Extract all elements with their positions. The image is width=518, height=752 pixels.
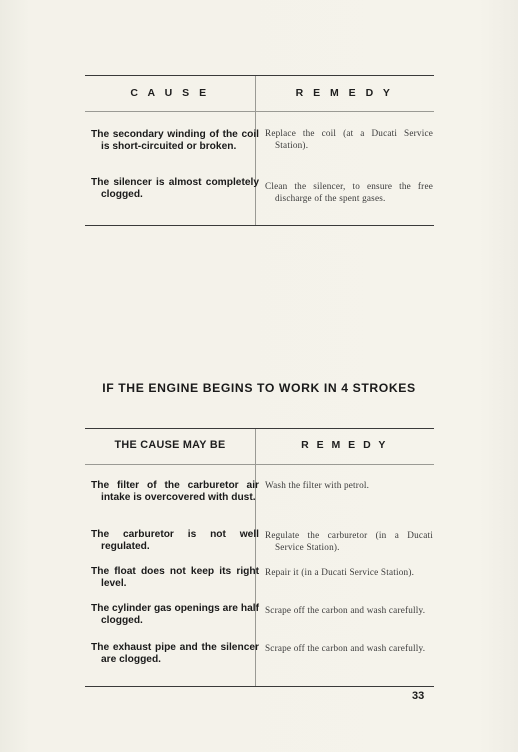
table-row-remedy: Regulate the carburetor (in a Ducati Service Station). — [265, 530, 433, 552]
table-row-remedy: Replace the coil (at a Ducati Service Station). — [265, 128, 433, 150]
table-row-remedy: Scrape off the carbon and wash carefully. — [265, 643, 426, 653]
table-row-cause: The silencer is almost completely clogged. — [91, 177, 259, 200]
remedy-column-header: R E M E D Y — [301, 439, 388, 451]
table-row-remedy: Repair it (in a Ducati Service Station). — [265, 567, 415, 577]
table-row-remedy: Scrape off the carbon and wash carefully. — [265, 605, 426, 615]
troubleshooting-table-1 — [85, 75, 434, 226]
header-divider — [85, 111, 434, 112]
table-row-cause: The float does not keep its right level. — [91, 566, 259, 589]
table-row-cause: The carburetor is not well regulated. — [91, 529, 259, 552]
cause-column-header: THE CAUSE MAY BE — [114, 439, 226, 451]
table-row-cause: The exhaust pipe and the silencer are clogged. — [91, 642, 259, 665]
page-number: 33 — [412, 690, 425, 702]
section-heading: IF THE ENGINE BEGINS TO WORK IN 4 STROKES — [102, 381, 416, 395]
table-row-cause: The secondary winding of the coil is short-circuited or broken. — [91, 129, 259, 152]
remedy-column-header: R E M E D Y — [295, 87, 394, 99]
table-row-remedy: Wash the filter with petrol. — [265, 480, 370, 490]
header-divider — [85, 464, 434, 465]
table-row-remedy: Clean the silencer, to ensure the free discharge of the spent gases. — [265, 181, 433, 203]
table-row-cause: The filter of the carburetor air intake is overcovered with dust. — [91, 480, 259, 503]
table-row-cause: The cylinder gas openings are half clogged. — [91, 603, 259, 626]
cause-column-header: C A U S E — [130, 87, 210, 99]
troubleshooting-table-2 — [85, 428, 434, 687]
